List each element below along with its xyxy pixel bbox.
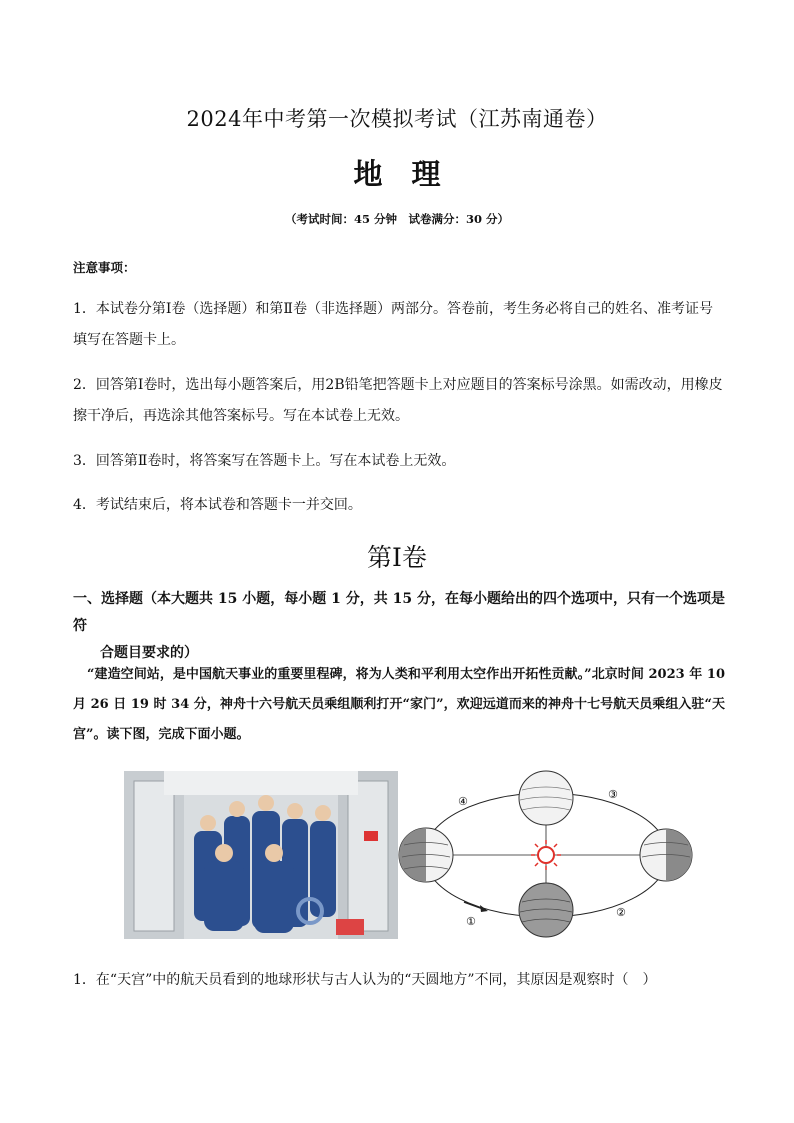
earth-bottom-icon: [519, 883, 573, 937]
earth-top-icon: [519, 771, 573, 825]
earth-left-icon: [399, 828, 453, 882]
reading-passage: [73, 660, 725, 750]
section-instruction-line1: 一、选择题（本大题共 15 小题，每小题 1 分，共 15 分，在每小题给出的四个选项中，只有一个选项是符: [73, 591, 725, 634]
passage-text: “建造空间站，是中国航天事业的重要里程碑，将为人类和平利用太空作出开拓性贡献。”北京时间 2023 年 10 月 26 日 19 时 34 分，神舟十六号航天员乘组顺利打开“家门”，欢迎远道而来的神舟十七号航天员乘组入驻“天宫”。读下图，完成下面小题。: [73, 667, 725, 742]
question-1: 1．在“天宫”中的航天员看到的地球形状与古人认为的“天圆地方”不同，其原因是观察时（ ）: [73, 972, 657, 988]
notice-item-1: 1．本试卷分第Ⅰ卷（选择题）和第Ⅱ卷（非选择题）两部分。答卷前，考生务必将自己的姓名、准考证号填写在答题卡上。: [73, 301, 713, 348]
notice-heading: 注意事项：: [73, 260, 136, 275]
section-instruction: [73, 586, 725, 667]
earth-orbit-diagram: [398, 760, 694, 944]
section-title: 第Ⅰ卷: [367, 543, 427, 572]
orbit-direction-arrow-icon: [464, 902, 488, 912]
notice-item-4: 4．考试结束后，将本试卷和答题卡一并交回。: [73, 497, 362, 513]
section-instruction-line2: 合题目要求的）: [100, 645, 198, 661]
subject-title: 地 理: [353, 157, 441, 191]
orbit-label-3: ③: [608, 788, 618, 801]
orbit-label-2: ②: [616, 906, 626, 919]
orbit-label-1: ①: [466, 915, 476, 928]
astronaut-photo: [124, 771, 398, 939]
notice-item-3: 3．回答第Ⅱ卷时，将答案写在答题卡上。写在本试卷上无效。: [73, 453, 456, 469]
exam-title: 2024年中考第一次模拟考试（江苏南通卷）: [186, 107, 608, 131]
earth-right-icon: [640, 829, 692, 881]
orbit-label-4: ④: [458, 795, 468, 808]
exam-info: （考试时间：45 分钟 试卷满分：30 分）: [284, 212, 509, 226]
notice-item-2: 2．回答第Ⅰ卷时，选出每小题答案后，用2B铅笔把答题卡上对应题目的答案标号涂黑。如需改动，用橡皮擦干净后，再选涂其他答案标号。写在本试卷上无效。: [73, 377, 723, 424]
